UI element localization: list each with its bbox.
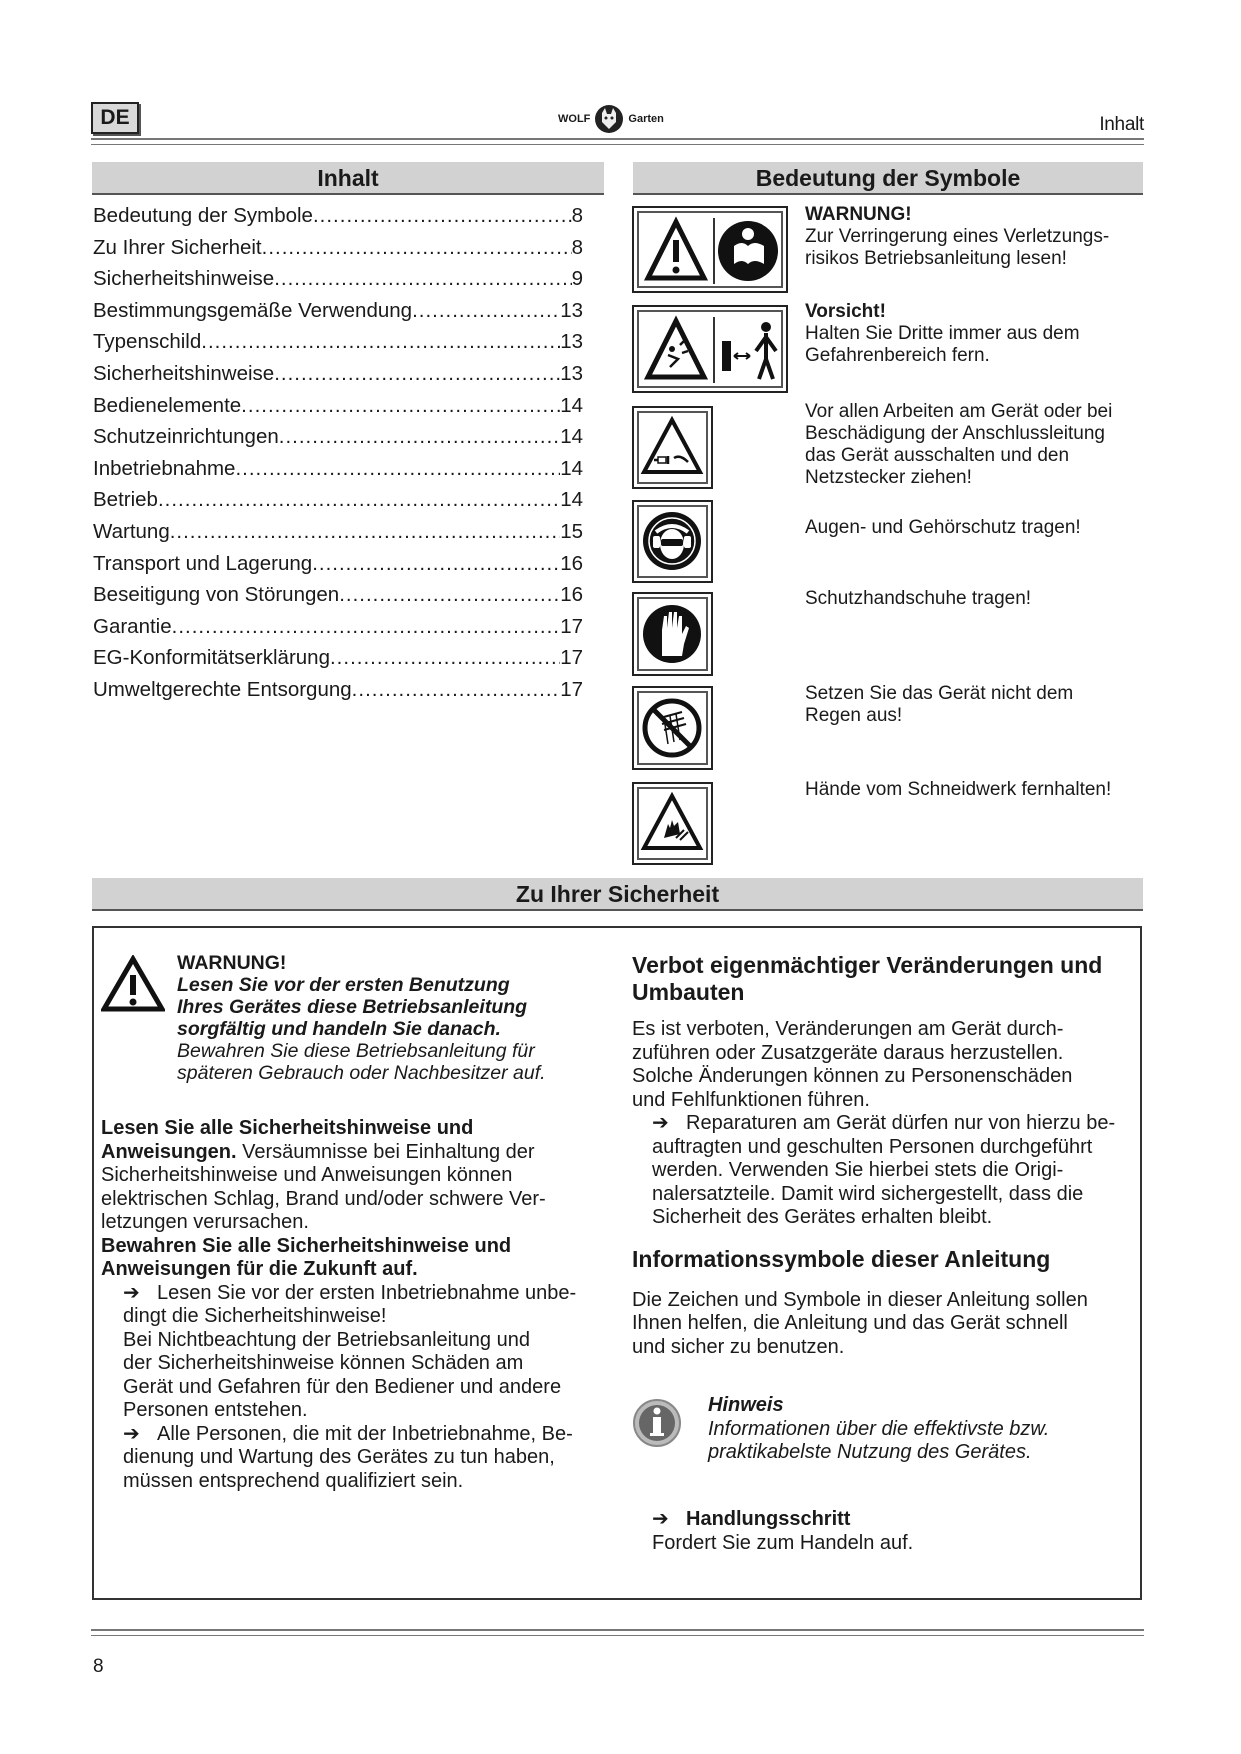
toc-entry-page: 8 [571,204,583,227]
toc-entry [93,552,583,584]
toc-leader-dots [412,299,560,323]
toc-entry-label: Inbetriebnahme [93,456,236,480]
toc-entry-page: 15 [560,519,583,543]
toc-leader-dots [172,615,561,639]
table-of-contents [93,204,583,710]
toc-entry [93,646,583,678]
symbol-title-1: WARNUNG! [805,204,912,225]
toc-entry [93,488,583,520]
toc-leader-dots [312,552,560,576]
wolf-head-icon [594,104,624,134]
symbol-line: Vor allen Arbeiten am Gerät oder bei [805,401,1113,422]
arrow-right-icon: ➔ [652,1112,669,1134]
right-heading-1: Verbot eigenmächtiger Veränderungen und [632,952,1103,978]
toc-entry-page: 14 [560,488,583,512]
toc-leader-dots [201,330,560,354]
p1-line1 [101,1117,631,1141]
right-paragraph-2 [632,1289,1142,1360]
step-text: Fordert Sie zum Handeln auf. [652,1531,914,1554]
bullet-line: Alle Personen, die mit der Inbetriebnahme, Be- [157,1422,573,1445]
warning-italic-line: Bewahren Sie diese Betriebsanleitung für [177,1040,535,1062]
step-block [652,1508,1092,1555]
right-paragraph-1 [632,1018,1142,1230]
toc-leader-dots [339,583,560,607]
bullet-line: Gerät und Gefahren für den Bediener und andere [123,1375,562,1398]
symbol-line: Hände vom Schneidwerk fernhalten! [805,779,1112,800]
header-divider [91,138,1144,145]
symbol-text-6 [805,683,1135,727]
toc-entry-page: 13 [560,298,583,322]
right-p2-line: Ihnen helfen, die Anleitung und das Gerät schnell [632,1312,1068,1334]
symbol-line: Augen- und Gehörschutz tragen! [805,517,1081,538]
toc-entry-label: EG-Konformitätserklärung [93,646,330,670]
toc-entry-page: 8 [571,235,583,259]
symbol-eye-ear [632,500,713,583]
toc-entry-label: Zu Ihrer Sicherheit [93,235,262,259]
info-icon [632,1396,682,1450]
right-p1-line: und Fehlfunktionen führen. [632,1088,870,1111]
toc-entry [93,236,583,268]
warning-triangle-icon [101,955,165,1013]
logo-wolf-text: WOLF [558,113,591,125]
toc-entry-page: 16 [560,583,583,607]
toc-entry [93,299,583,331]
symbol-line: Beschädigung der Anschlussleitung [805,423,1105,444]
symbol-line: Schutzhandschuhe tragen! [805,588,1032,609]
gloves-icon [640,600,705,667]
toc-leader-dots [170,520,560,544]
eye-ear-protection-icon [640,508,705,575]
symbol-hand-blade [632,782,713,865]
bullet-line: dingt die Sicherheitshinweise! [123,1305,387,1327]
warning-bold-line: Lesen Sie vor der ersten Benutzung [177,974,510,996]
warning-title: WARNUNG! [177,952,287,974]
toc-entry [93,204,583,236]
toc-entry [93,362,583,394]
symbol-text-7 [805,779,1145,801]
symbol-text-3 [805,401,1135,489]
right-bullet-line: Sicherheit des Gerätes erhalten bleibt. [652,1206,993,1228]
toc-leader-dots [235,457,560,481]
warning-block [177,952,617,1084]
toc-entry-label: Garantie [93,614,172,638]
symbol-line: Zur Verringerung eines Verletzungs- [805,226,1110,247]
toc-leader-dots [274,362,560,386]
right-p2-line: und sicher zu benutzen. [632,1335,845,1358]
right-p2-line: Die Zeichen und Symbole in dieser Anleitung sollen [632,1288,1088,1311]
toc-entry-label: Sicherheitshinweise [93,361,275,385]
symbol-no-rain [632,686,713,770]
bullet-line: Bei Nichtbeachtung der Betriebsanleitung und [123,1328,530,1351]
hint-block [708,1394,1138,1465]
right-heading-2: Informationssymbole dieser Anleitung [632,1245,1051,1272]
toc-entry [93,267,583,299]
toc-entry [93,520,583,552]
symbol-text-5 [805,588,1135,610]
symbol-line: Setzen Sie das Gerät nicht dem [805,683,1074,704]
toc-entry-page: 14 [560,425,583,449]
toc-entry-label: Umweltgerechte Entsorgung [93,677,352,701]
bullet-line: müssen entsprechend qualifiziert sein. [123,1469,464,1492]
symbol-text-1 [805,204,1135,270]
bullet-line: Personen entstehen. [123,1399,308,1421]
toc-entry-label: Betrieb [93,488,158,512]
toc-entry-label: Beseitigung von Störungen [93,583,340,607]
right-p1-line: Es ist verboten, Veränderungen am Gerät durch- [632,1018,1064,1040]
page-header-title: Inhalt [1099,114,1144,135]
p1-line: letzungen verursachen. [101,1211,309,1233]
symbol-line: Netzstecker ziehen! [805,467,972,488]
toc-entry-label: Transport und Lagerung [93,551,313,575]
toc-entry-page: 16 [560,551,583,575]
right-bullet-line: Reparaturen am Gerät dürfen nur von hierzu be- [686,1112,1116,1134]
p1-bold2: Anweisungen. [101,1140,237,1163]
arrow-right-icon: ➔ [123,1281,140,1304]
p2-bold-line: Bewahren Sie alle Sicherheitshinweise und [101,1234,512,1257]
warning-bold-line: Ihres Gerätes diese Betriebsanleitung [177,996,528,1018]
toc-entry-page: 13 [560,361,583,385]
warning-bold-line: sorgfältig und handeln Sie danach. [177,1018,501,1040]
right-p1-line: Solche Änderungen können zu Personenschäden [632,1065,1073,1087]
toc-leader-dots [262,236,572,260]
toc-entry-label: Bestimmungsgemäße Verwendung [93,298,413,322]
toc-heading: Inhalt [92,162,604,195]
page-number: 8 [93,1656,104,1677]
arrow-right-icon: ➔ [123,1422,140,1445]
bullet-1 [101,1282,631,1494]
hint-title: Hinweis [708,1394,784,1416]
footer-divider [91,1629,1144,1636]
safety-right-column [632,952,1142,1359]
right-bullet-line: werden. Verwenden Sie hierbei stets die Origi- [652,1159,1064,1181]
symbol-line: Halten Sie Dritte immer aus dem [805,323,1080,344]
toc-entry [93,394,583,426]
toc-entry-page: 17 [560,646,583,670]
right-heading-1b: Umbauten [632,979,745,1005]
toc-leader-dots [352,678,561,702]
toc-leader-dots [241,394,560,418]
toc-entry-label: Bedeutung der Symbole [93,204,313,227]
no-rain-icon [640,694,705,761]
symbol-line: risikos Betriebsanleitung lesen! [805,248,1067,269]
safety-left-column [101,1117,631,1493]
toc-entry-label: Typenschild [93,330,202,354]
thrown-objects-keep-distance-icon [642,315,782,385]
right-p1-line: zuführen oder Zusatzgeräte daraus herzustellen. [632,1041,1064,1064]
symbol-line: Gefahrenbereich fern. [805,345,990,366]
p1-line: elektrischen Schlag, Brand und/oder schwere Ver- [101,1187,546,1210]
hint-line: praktikabelste Nutzung des Gerätes. [708,1441,1032,1463]
bullet-line: der Sicherheitshinweise können Schäden am [123,1352,524,1374]
toc-entry-page: 17 [560,677,583,701]
toc-entry-label: Bedienelemente [93,393,242,417]
warning-italic-line: späteren Gebrauch oder Nachbesitzer auf. [177,1062,546,1084]
p1-bold: Lesen Sie alle Sicherheitshinweise und [101,1117,474,1139]
toc-entry [93,457,583,489]
symbol-unplug [632,406,713,489]
symbol-text-4 [805,517,1135,539]
symbol-line: Regen aus! [805,705,903,726]
toc-entry [93,678,583,710]
language-badge: DE [91,102,139,134]
hint-line: Informationen über die effektivste bzw. [708,1417,1050,1440]
toc-entry-page: 17 [560,614,583,638]
step-title: Handlungsschritt [686,1508,851,1530]
toc-entry-label: Wartung [93,519,170,543]
symbol-warning-read-manual [632,206,788,293]
toc-leader-dots [158,488,560,512]
toc-entry [93,425,583,457]
brand-logo [558,102,664,136]
symbol-gloves [632,592,713,676]
unplug-cable-icon [640,414,705,481]
toc-leader-dots [330,646,560,670]
toc-entry [93,583,583,615]
right-bullet [632,1112,1142,1230]
bullet-line: Lesen Sie vor der ersten Inbetriebnahme unbe- [157,1281,577,1304]
symbol-thrown-objects [632,305,788,393]
logo-garten-text: Garten [628,113,664,125]
warning-read-manual-icon [642,216,782,286]
p1-line: Sicherheitshinweise und Anweisungen können [101,1164,513,1186]
toc-entry [93,330,583,362]
right-bullet-line: auftragten und geschulten Personen durchgeführt [652,1135,1093,1158]
symbol-title-2: Vorsicht! [805,301,886,322]
toc-entry-page: 14 [560,393,583,417]
symbols-heading: Bedeutung der Symbole [633,162,1143,195]
toc-entry-page: 9 [571,267,583,291]
p2-bold-line: Anweisungen für die Zukunft auf. [101,1258,418,1280]
bullet-line: dienung und Wartung des Gerätes zu tun haben, [123,1446,555,1468]
arrow-right-icon: ➔ [652,1508,669,1530]
p1-rest: Versäumnisse bei Einhaltung der [236,1140,535,1163]
hand-blade-warning-icon [640,790,705,857]
toc-leader-dots [279,425,560,449]
safety-heading: Zu Ihrer Sicherheit [92,878,1143,911]
toc-entry-label: Sicherheitshinweise [93,267,275,291]
toc-leader-dots [274,267,571,291]
symbol-text-2 [805,301,1135,367]
p1-line2 [101,1141,631,1165]
right-bullet-line: nalersatzteile. Damit wird sichergestellt, dass die [652,1182,1084,1205]
toc-leader-dots [313,204,572,228]
toc-entry-label: Schutzeinrichtungen [93,425,279,449]
symbol-line: das Gerät ausschalten und den [805,445,1070,466]
toc-entry-page: 13 [560,330,583,354]
toc-entry-page: 14 [560,456,583,480]
toc-entry [93,615,583,647]
